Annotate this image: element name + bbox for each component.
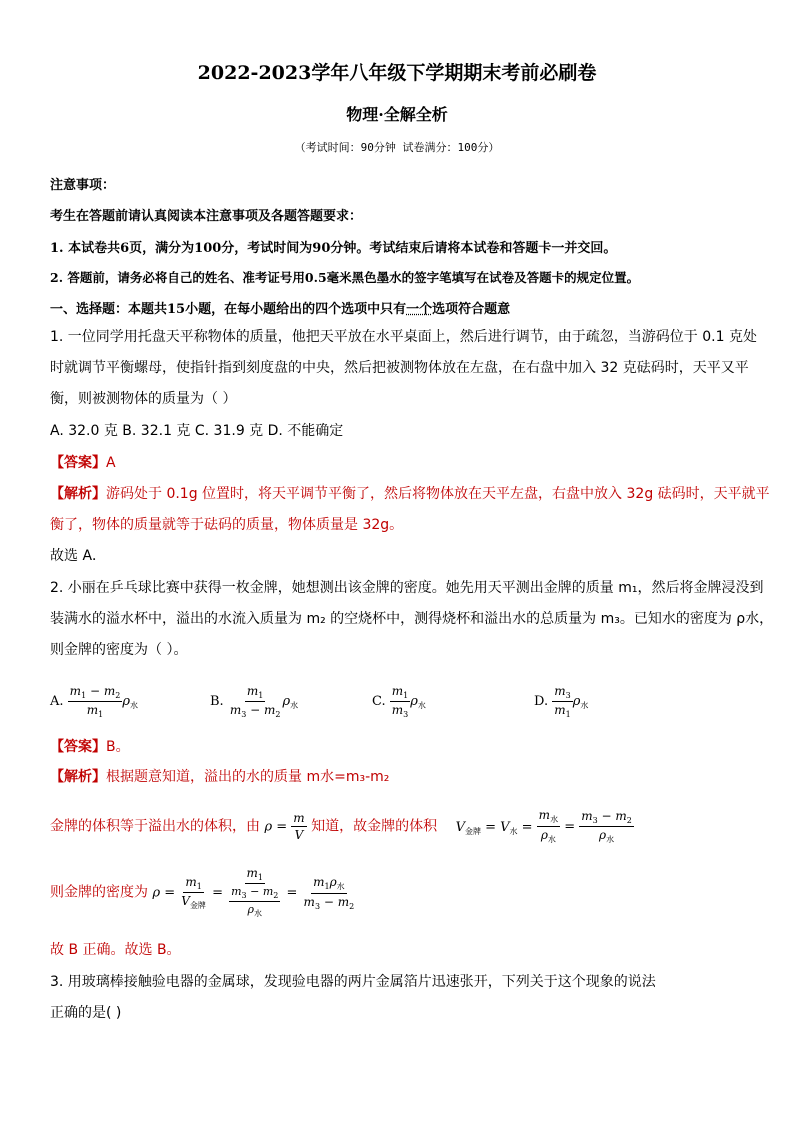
- notice-intro: 考生在答题前请认真阅读本注意事项及各题答题要求：: [50, 209, 363, 224]
- q2-line-3: 则金牌的密度为（ ）。: [50, 642, 188, 658]
- formula: $\frac{m_1}{m_3}$: [391, 684, 409, 719]
- q3-line-1: 3. 用玻璃棒接触验电器的金属球，发现验电器的两片金属箔片迅速张开，下列关于这个现象的说法: [50, 974, 656, 990]
- notice-item-2: 2. 答题前，请务必将自己的姓名、准考证号用0.5毫米黑色墨水的签字笔填写在试卷及答题卡的规定位置。: [50, 270, 640, 285]
- q2-answer: 【答案】B。: [50, 739, 130, 755]
- q1-options: A. 32.0 克 B. 32.1 克 C. 31.9 克 D. 不能确定: [50, 423, 344, 439]
- q1-analysis-line-2: 衡了，物体的质量就等于砝码的质量，物体质量是 32g。: [50, 517, 404, 533]
- formula: $\frac{m_1}{\frac{m_3 - m_2}{\rho_水}}$: [231, 866, 279, 918]
- notice-item-1: 1. 本试卷共6页，满分为100分，考试时间为90分钟。考试结束后请将本试卷和答题卡一并交回。: [50, 241, 617, 256]
- formula: $\frac{m_1 - m_2}{m_1}$: [69, 684, 121, 719]
- formula: $\frac{m_3}{m_1}$: [554, 684, 571, 719]
- q3-line-2: 正确的是( ): [50, 1005, 122, 1021]
- q2-line-1: 2. 小丽在乒乓球比赛中获得一枚金牌，她想测出该金牌的密度。她先用天平测出金牌的质量 m₁，然后将金牌浸没到: [50, 580, 764, 596]
- notice-heading: 注意事项：: [50, 178, 116, 193]
- q1-line-1: 1. 一位同学用托盘天平称物体的质量，他把天平放在水平桌面上，然后进行调节，由于疏忽，当游码位于 0.1 克处: [50, 329, 757, 345]
- formula: $\frac{m}{V}$: [293, 811, 305, 842]
- q2-analysis-line-1: 【解析】根据题意知道，溢出的水的质量 m水=m₃-m₂: [50, 769, 390, 785]
- q2-analysis-line-3: 则金牌的密度为 ρ = $\frac{m_1}{V_{金牌}}$ = $\frac{m_1}{\frac{m_3 - m_2}{\rho_水}}$ = $\frac{m_1\rho_水}{m_3 - m_2}$: [50, 866, 355, 918]
- page-subtitle: 物理·全解全析: [346, 105, 448, 124]
- q1-line-2: 时就调节平衡螺母，使指针指到刻度盘的中央，然后把被测物体放在左盘，在右盘中加入 32 克砝码时，天平又平: [50, 360, 749, 376]
- q2-line-2: 装满水的溢水杯中，溢出的水流入质量为 m₂ 的空烧杯中，测得烧杯和溢出水的总质量为 m₃。已知水的密度为 ρ水，: [50, 611, 774, 627]
- q2-option-b: B. $\frac{m_1}{m_3 - m_2}$ $\rho_水$: [210, 684, 299, 719]
- page-title: 2022-2023学年八年级下学期期末考前必刷卷: [197, 62, 597, 84]
- q2-conclusion: 故 B 正确。故选 B。: [50, 942, 181, 958]
- q1-analysis-line-1: 【解析】游码处于 0.1g 位置时，将天平调节平衡了，然后将物体放在天平左盘，右盘中放入 32g 砝码时，天平就平: [50, 486, 770, 502]
- exam-note: （考试时间：90分钟 试卷满分：100分）: [294, 141, 500, 154]
- section-heading: 一、选择题：本题共15小题，在每小题给出的四个选项中只有一个选项符合题意: [50, 302, 511, 317]
- q1-answer: 【答案】A: [50, 455, 116, 471]
- formula: $\frac{m_3 - m_2}{\rho_水}$: [581, 808, 632, 844]
- q1-conclusion: 故选 A．: [50, 548, 107, 564]
- q2-option-c: C. $\frac{m_1}{m_3}$ $\rho_水$: [372, 684, 426, 719]
- formula: $\frac{m_1\rho_水}{m_3 - m_2}$: [303, 874, 355, 911]
- q2-analysis-line-2: 金牌的体积等于溢出水的体积，由 ρ = $\frac{m}{V}$ 知道，故金牌的体积 $V_{金牌} = V_水$ = $\frac{m_水}{\rho_水}$ = $\frac{m_3 - m_2}{\rho_水}$: [50, 808, 632, 844]
- formula: $\frac{m_水}{\rho_水}$: [538, 808, 559, 844]
- q2-option-a: A. $\frac{m_1 - m_2}{m_1}$ $\rho_水$: [50, 684, 138, 719]
- q2-option-d: D. $\frac{m_3}{m_1}$ $\rho_水$: [534, 684, 589, 719]
- formula: $\frac{m_1}{m_3 - m_2}$: [229, 684, 281, 719]
- formula: $\frac{m_1}{V_{金牌}}$: [181, 874, 206, 910]
- q1-line-3: 衡，则被测物体的质量为（ ）: [50, 391, 237, 407]
